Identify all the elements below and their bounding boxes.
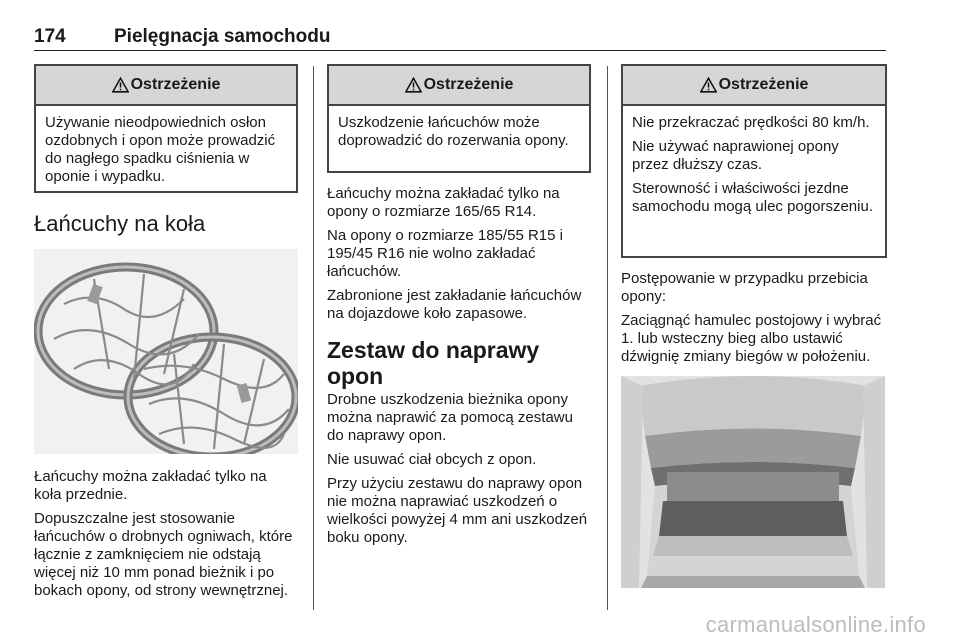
warning-body bbox=[329, 106, 589, 158]
warning-text: Uszkodzenie łańcuchów może doprowadzić do rozerwania opony. bbox=[338, 114, 569, 149]
puncture-procedure-paragraph: Postępowanie w przypadku przebicia opony: bbox=[621, 270, 868, 305]
warning-text: Używanie nieodpowiednich osłon ozdobnych i opon może prowadzić do nagłego spadku ciśnienia w oponie i wypadku. bbox=[45, 114, 276, 185]
car-trunk-drawing bbox=[621, 376, 885, 588]
snow-chains-illustration bbox=[34, 249, 298, 454]
snow-chains-drawing bbox=[34, 249, 298, 454]
column-2 bbox=[327, 64, 591, 553]
warning-body bbox=[623, 106, 885, 224]
warning-triangle-icon bbox=[405, 77, 422, 93]
warning-box-2 bbox=[327, 64, 591, 173]
column-3 bbox=[621, 64, 887, 588]
warning-handling-text: Sterowność i właściwości jezdne samochodu mogą ulec pogorszeniu. bbox=[632, 180, 873, 215]
warning-header bbox=[623, 66, 885, 106]
page-title: Pielęgnacja samochodu bbox=[114, 26, 331, 47]
repair-kit-paragraph-1: Drobne uszkodzenia bieżnika opony można naprawić za pomocą zestawu do naprawy opon. bbox=[327, 391, 573, 444]
warning-label: Ostrzeżenie bbox=[718, 76, 809, 93]
warning-triangle-icon bbox=[112, 77, 129, 93]
watermark: carmanualsonline.info bbox=[705, 612, 926, 637]
warning-triangle-icon bbox=[700, 77, 717, 93]
section-heading-chains: Łańcuchy na koła bbox=[34, 211, 206, 236]
section-heading-repair-kit: Zestaw do naprawy opon bbox=[327, 337, 540, 389]
warning-speed-text: Nie przekraczać prędkości 80 km/h. bbox=[632, 114, 870, 131]
chains-paragraph-1: Łańcuchy można zakładać tylko na koła przednie. bbox=[34, 468, 267, 503]
car-trunk-illustration bbox=[621, 376, 885, 588]
page-header bbox=[34, 26, 886, 51]
warning-label: Ostrzeżenie bbox=[130, 76, 221, 93]
warning-header bbox=[329, 66, 589, 106]
column-1 bbox=[34, 64, 298, 606]
warning-box-1 bbox=[34, 64, 298, 193]
repair-kit-paragraph-2: Nie usuwać ciał obcych z opon. bbox=[327, 451, 537, 468]
parking-brake-paragraph: Zaciągnąć hamulec postojowy i wybrać 1. lub wsteczny bieg albo ustawić dźwignię zmiany biegów w położeniu. bbox=[621, 312, 882, 365]
column-divider-1 bbox=[313, 66, 314, 610]
page-number: 174 bbox=[34, 26, 66, 47]
chains-size-paragraph: Łańcuchy można zakładać tylko na opony o rozmiarze 165/65 R14. bbox=[327, 185, 560, 220]
warning-body bbox=[36, 106, 296, 194]
warning-box-3 bbox=[621, 64, 887, 258]
spare-wheel-paragraph: Zabronione jest zakładanie łańcuchów na dojazdowe koło zapasowe. bbox=[327, 287, 582, 322]
warning-label: Ostrzeżenie bbox=[423, 76, 514, 93]
warning-duration-text: Nie używać naprawionej opony przez dłuższy czas. bbox=[632, 138, 839, 173]
warning-header bbox=[36, 66, 296, 106]
chains-forbidden-sizes-paragraph: Na opony o rozmiarze 185/55 R15 i 195/45 R16 nie wolno zakładać łańcuchów. bbox=[327, 227, 563, 280]
chains-paragraph-2: Dopuszczalne jest stosowanie łańcuchów o drobnych ogniwach, które łącznie z zamknięciem nie odstają więcej niż 10 mm ponad bieżnik i po bokach opony, od strony wewnętrznej. bbox=[34, 510, 293, 599]
repair-kit-paragraph-3: Przy użyciu zestawu do naprawy opon nie można naprawiać uszkodzeń o wielkości powyżej 4 mm ani uszkodzeń boku opony. bbox=[327, 475, 588, 546]
column-divider-2 bbox=[607, 66, 608, 610]
